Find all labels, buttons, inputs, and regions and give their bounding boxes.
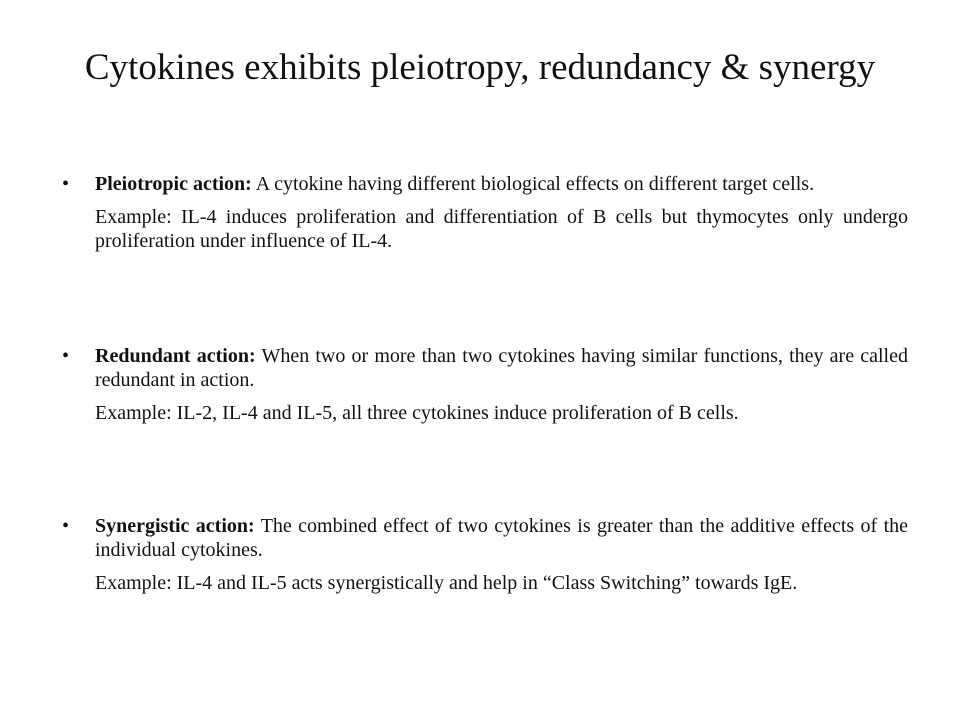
bullet-body [95, 344, 908, 425]
bullet-definition [95, 172, 908, 196]
bullet-definition [95, 344, 908, 392]
slide-title: Cytokines exhibits pleiotropy, redundancy & synergy [84, 47, 876, 88]
bullet-term: Synergistic action: [95, 515, 255, 537]
bullet-body [95, 172, 908, 253]
bullet-definition-text: When two or more than two cytokines having similar functions, they are called redundant in action. [95, 345, 908, 391]
bullet-body [95, 514, 908, 595]
bullet-icon: • [62, 345, 70, 367]
bullet-definition-text: A cytokine having different biological effects on different target cells. [251, 173, 815, 195]
bullet-term: Pleiotropic action: [95, 173, 252, 195]
bullet-definition-text: The combined effect of two cytokines is greater than the additive effects of the individual cytokines. [95, 515, 909, 561]
bullet-term: Redundant action: [95, 345, 256, 367]
bullet-example: Example: IL-4 induces proliferation and differentiation of B cells but thymocytes only undergo proliferation under influence of IL-4. [95, 206, 908, 252]
bullet-definition [95, 514, 908, 562]
bullet-example: Example: IL-2, IL-4 and IL-5, all three cytokines induce proliferation of B cells. [95, 402, 739, 424]
bullet-icon: • [62, 515, 70, 537]
bullet-example: Example: IL-4 and IL-5 acts synergistically and help in “Class Switching” towards IgE. [95, 572, 798, 594]
bullet-icon: • [62, 173, 70, 195]
